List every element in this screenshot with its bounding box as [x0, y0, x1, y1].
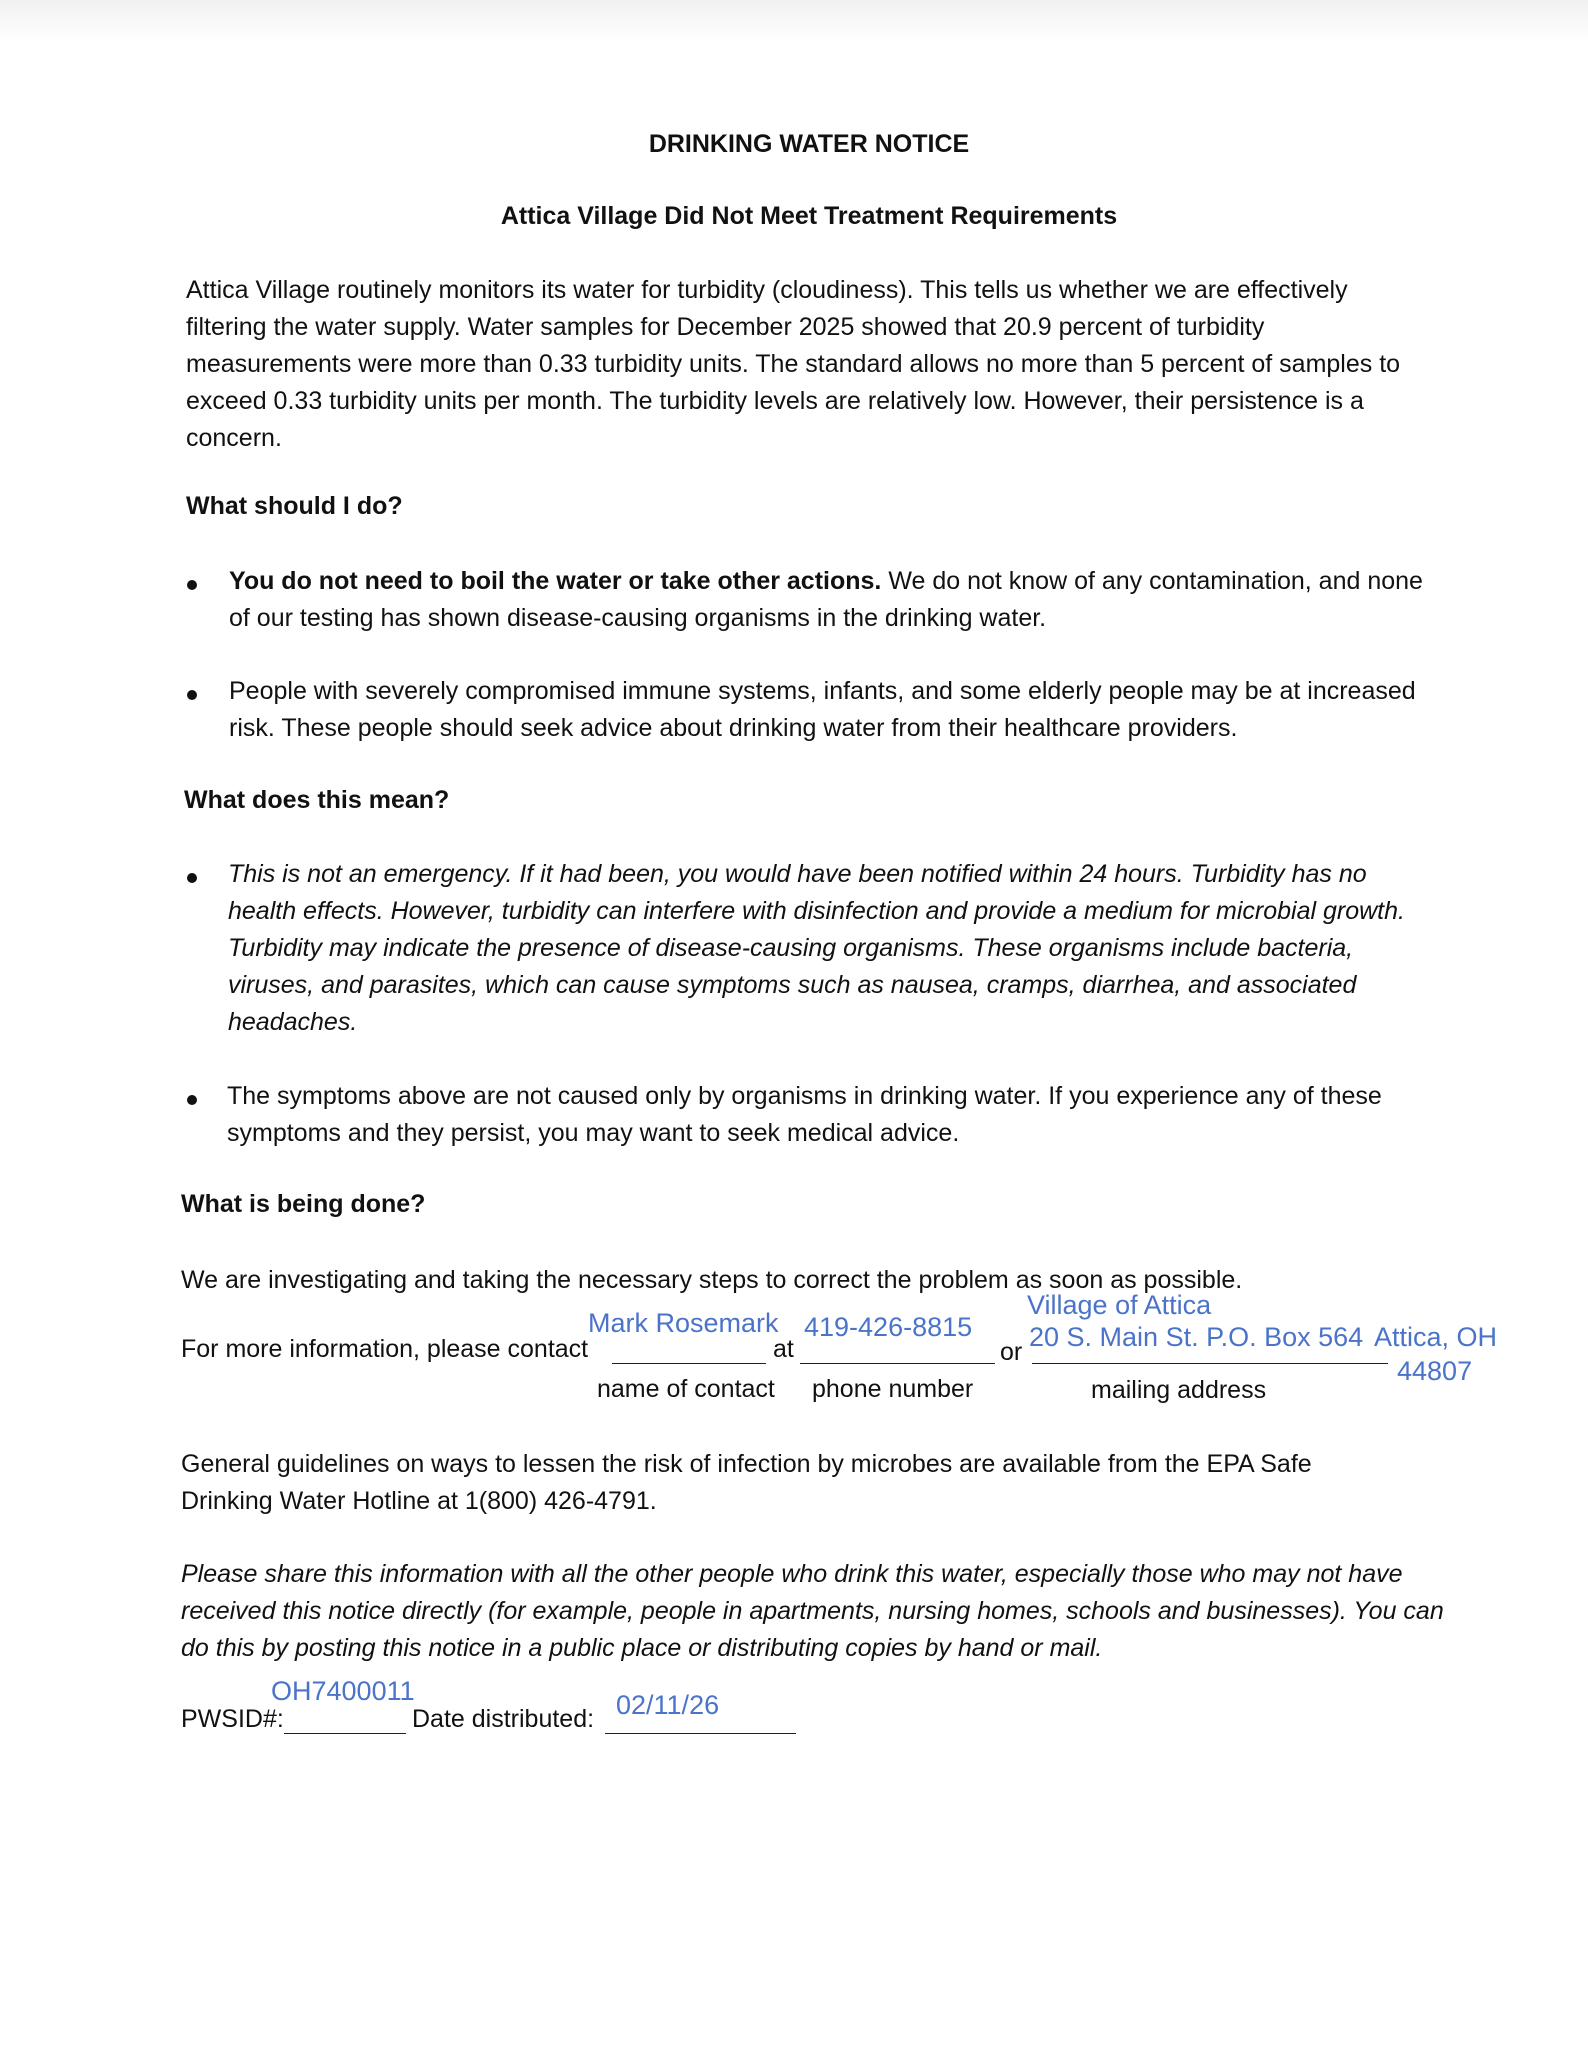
handwritten-address-zip: 44807	[1397, 1356, 1473, 1386]
contact-or: or	[1000, 1338, 1023, 1366]
section-heading-what-does-this-mean: What does this mean?	[184, 786, 450, 814]
bullet-at-risk: People with severely compromised immune systems, infants, and some elderly people may be at increased risk. These people should seek advice about drinking water from their healthcare providers.	[229, 677, 1416, 742]
handwritten-address-city: Attica, OH	[1374, 1322, 1498, 1352]
bullet-dot	[187, 1095, 197, 1105]
handwritten-address-line2: 20 S. Main St. P.O. Box 564	[1029, 1322, 1364, 1352]
notice-title: DRINKING WATER NOTICE	[648, 130, 970, 158]
bullet-dot	[187, 873, 197, 883]
bullet-dot	[187, 580, 197, 590]
bullet-symptoms: The symptoms above are not caused only by organisms in drinking water. If you experience any of these symptoms and they persist, you may want to seek medical advice.	[227, 1082, 1382, 1147]
bullet-not-emergency: This is not an emergency. If it had been, you would have been notified within 24 hours. Turbidity has no health effects. However, turbidity can interfere with disinfection and provide a medium for microbial growth. Turbidity may indicate the presence of disease-causing organisms. These organisms include bacteria, viruses, and parasites, which can cause symptoms such as nausea, cramps, diarrhea, and associated headaches.	[228, 860, 1405, 1036]
bullet-dot	[187, 690, 197, 700]
contact-at: at	[773, 1335, 794, 1363]
intro-paragraph: Attica Village routinely monitors its water for turbidity (cloudiness). This tells us whether we are effectively filtering the water supply. Water samples for December 2025 showed that 20.9 percent of turbidity measurements were more than 0.33 turbidity units. The standard allows no more than 5 percent of samples to exceed 0.33 turbidity units per month. The turbidity levels are relatively low. However, their persistence is a concern.	[186, 276, 1401, 452]
date-label: Date distributed:	[412, 1705, 595, 1733]
handwritten-phone: 419-426-8815	[804, 1312, 973, 1342]
guidelines-paragraph: General guidelines on ways to lessen the risk of infection by microbes are available from the EPA Safe Drinking Water Hotline at 1(800) 426-4791.	[181, 1450, 1312, 1515]
date-line	[605, 1733, 796, 1734]
section-heading-what-should-i-do: What should I do?	[186, 492, 403, 520]
bullet-no-boil	[229, 563, 1429, 637]
handwritten-contact-name: Mark Rosemark	[588, 1308, 779, 1338]
label-phone-number: phone number	[812, 1375, 974, 1403]
pwsid-line	[284, 1733, 406, 1734]
handwritten-address-line1: Village of Attica	[1027, 1290, 1212, 1320]
label-mailing-address: mailing address	[1091, 1376, 1267, 1404]
being-done-paragraph: We are investigating and taking the necessary steps to correct the problem as soon as possible.	[181, 1266, 1243, 1294]
contact-address-line	[1032, 1363, 1388, 1364]
bullet-no-boil-rest: We do not know of any contamination, and none of our testing has shown disease-causing organisms in the drinking water.	[229, 567, 1423, 632]
contact-phone-line	[800, 1363, 995, 1364]
scan-edge	[0, 0, 1588, 42]
section-heading-what-is-being-done: What is being done?	[181, 1190, 426, 1218]
contact-prefix: For more information, please contact	[181, 1335, 589, 1363]
contact-name-line	[612, 1363, 766, 1364]
pwsid-label: PWSID#:	[181, 1705, 284, 1733]
bullet-no-boil-bold: You do not need to boil the water or take other actions.	[229, 567, 882, 595]
handwritten-date: 02/11/26	[616, 1690, 720, 1720]
notice-subtitle: Attica Village Did Not Meet Treatment Requirements	[500, 202, 1118, 230]
label-name-of-contact: name of contact	[597, 1375, 775, 1403]
handwritten-pwsid: OH7400011	[271, 1676, 415, 1706]
share-paragraph: Please share this information with all the other people who drink this water, especially those who may not have received this notice directly (for example, people in apartments, nursing homes, schools and businesses). You can do this by posting this notice in a public place or distributing copies by hand or mail.	[181, 1560, 1444, 1662]
